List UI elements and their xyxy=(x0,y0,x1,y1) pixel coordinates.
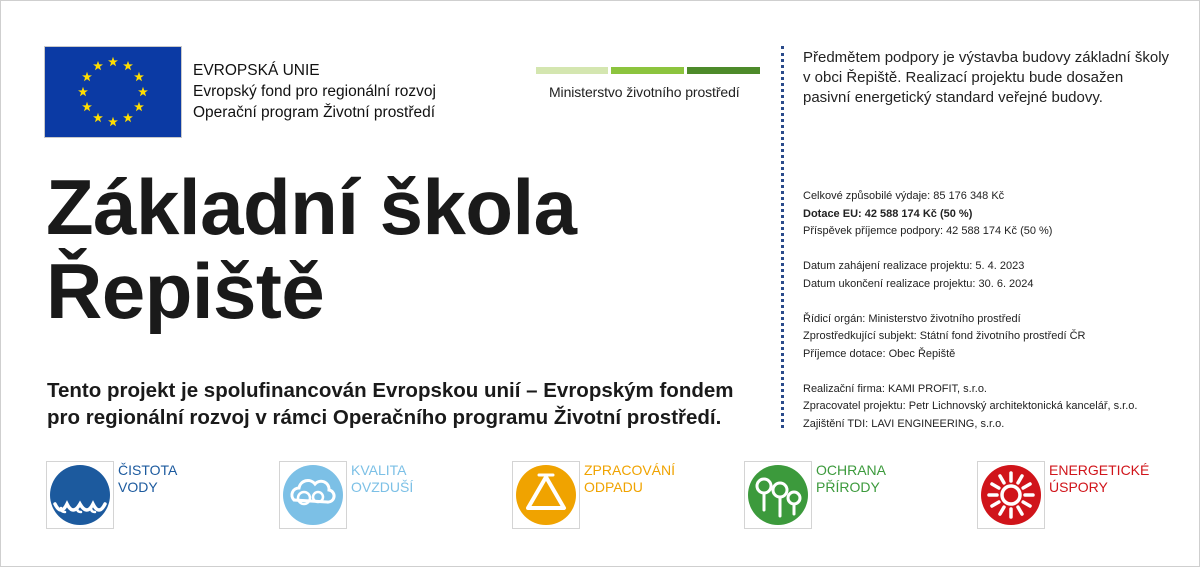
title-line-1: Základní škola xyxy=(46,163,577,251)
cofinancing-line-2: pro regionální rozvoj v rámci Operačního programu Životní prostředí. xyxy=(47,406,722,429)
topic-air-label: KVALITA OVZDUŠÍ xyxy=(351,462,414,495)
project-description: Předmětem podpory je výstavba budovy základní školy v obci Řepiště. Realizací projektu bude dosažen pasivní energetický standard veřejné budovy. xyxy=(803,49,1170,106)
eu-line-3: Operační program Životní prostředí xyxy=(193,104,436,121)
eu-line-2: Evropský fond pro regionální rozvoj xyxy=(193,83,436,100)
detail-start-date: Datum zahájení realizace projektu: 5. 4. 2023 xyxy=(803,260,1025,272)
detail-recipient-contribution: Příspěvek příjemce podpory: 42 588 174 Kč (50 %) xyxy=(803,225,1053,237)
eu-line-1: EVROPSKÁ UNIE xyxy=(193,62,320,79)
eu-star xyxy=(93,61,103,70)
detail-contractor: Realizační firma: KAMI PROFIT, s.r.o. xyxy=(803,382,987,395)
eu-star xyxy=(134,102,144,111)
dotted-divider xyxy=(781,46,784,428)
detail-designer: Zpracovatel projektu: Petr Lichnovský architektonická kancelář, s.r.o. xyxy=(803,400,1138,412)
topic-waste-label: ZPRACOVÁNÍ ODPADU xyxy=(584,462,676,495)
detail-supervisor: Zajištění TDI: LAVI ENGINEERING, s.r.o. xyxy=(803,417,1005,430)
eu-text-block xyxy=(193,60,436,123)
eu-star xyxy=(123,61,133,70)
eu-star xyxy=(123,113,133,122)
ministry-bar-1 xyxy=(536,67,608,74)
cofinancing-statement xyxy=(47,377,734,431)
title-line-2: Řepiště xyxy=(46,247,325,335)
detail-recipient: Příjemce dotace: Obec Řepiště xyxy=(803,347,956,360)
detail-end-date: Datum ukončení realizace projektu: 30. 6. 2024 xyxy=(803,277,1034,290)
eu-star xyxy=(134,72,144,81)
eu-star xyxy=(138,87,148,96)
cloud-icon xyxy=(279,461,347,529)
cofinancing-line-1: Tento projekt je spolufinancován Evropskou unií – Evropským fondem xyxy=(47,379,734,402)
ministry-logo-bars xyxy=(536,67,760,74)
project-details xyxy=(803,188,1137,433)
ministry-bar-2 xyxy=(611,67,684,74)
topic-water-label: ČISTOTA VODY xyxy=(118,462,178,495)
topic-nature-label: OCHRANA PŘÍRODY xyxy=(816,462,887,495)
detail-total: Celkové způsobilé výdaje: 85 176 348 Kč xyxy=(803,190,1005,202)
detail-managing-body: Řídicí orgán: Ministerstvo životního prostředí xyxy=(803,312,1021,325)
detail-intermediate-body: Zprostředkující subjekt: Státní fond životního prostředí ČR xyxy=(803,330,1086,342)
eu-star xyxy=(82,72,92,81)
eu-star xyxy=(78,87,88,96)
ministry-bar-3 xyxy=(687,67,760,74)
eu-star xyxy=(93,113,103,122)
eu-star xyxy=(108,57,118,66)
recycle-triangle-icon xyxy=(512,461,580,529)
eu-flag-icon xyxy=(44,46,182,138)
water-icon xyxy=(46,461,114,529)
trees-icon xyxy=(744,461,812,529)
detail-eu-grant: Dotace EU: 42 588 174 Kč (50 %) xyxy=(803,207,973,220)
eu-star xyxy=(108,117,118,126)
sun-icon xyxy=(977,461,1045,529)
page-title xyxy=(46,165,577,333)
eu-star xyxy=(82,102,92,111)
ministry-name: Ministerstvo životního prostředí xyxy=(549,84,740,100)
topic-energy-label: ENERGETICKÉ ÚSPORY xyxy=(1049,462,1150,495)
